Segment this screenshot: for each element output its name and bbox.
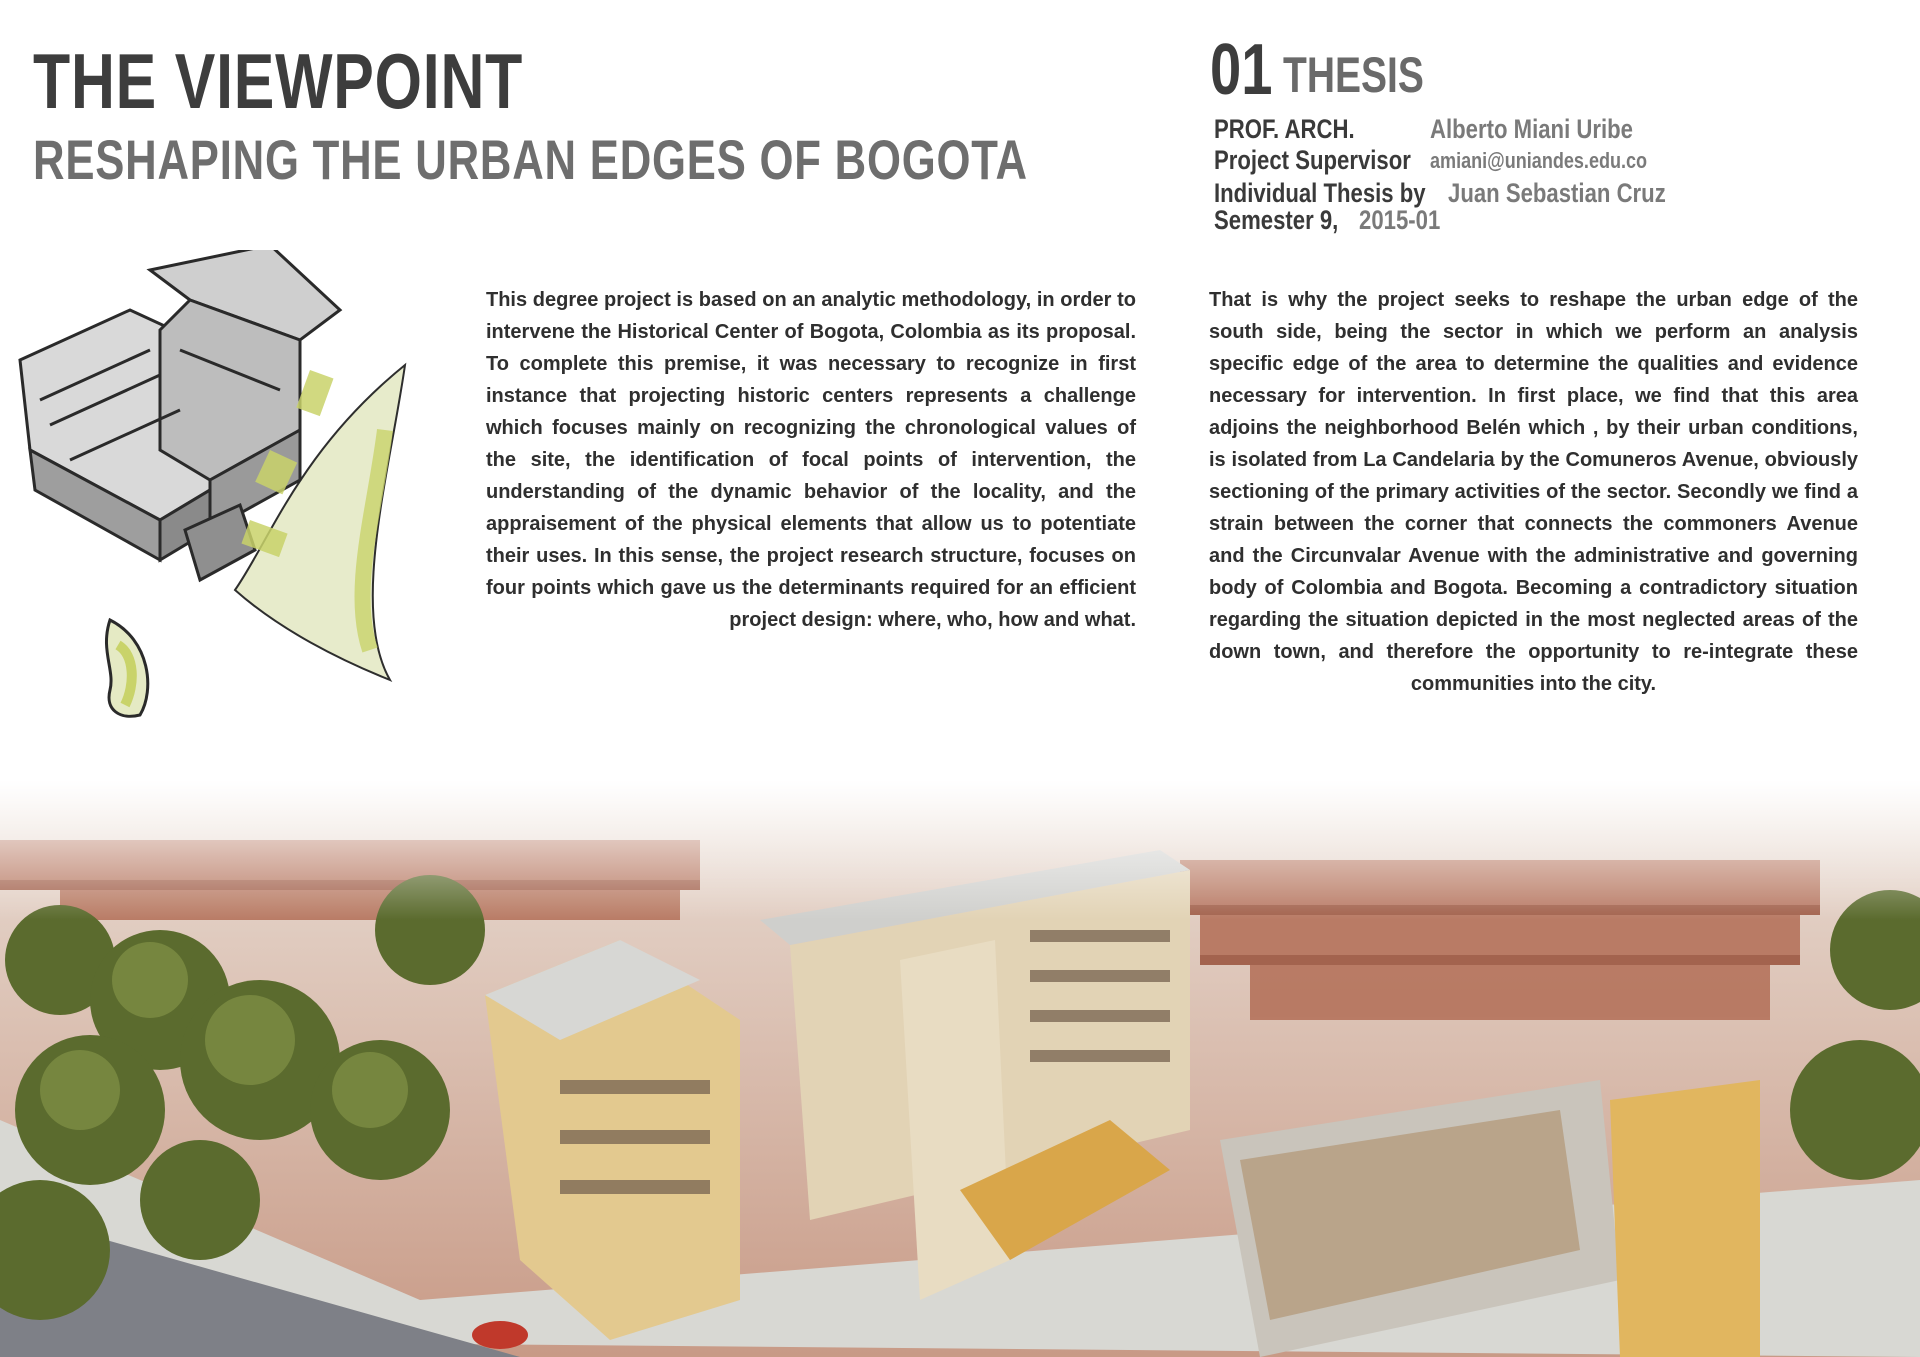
page-subtitle: RESHAPING THE URBAN EDGES OF BOGOTA xyxy=(33,128,1028,191)
section-name: THESIS xyxy=(1283,47,1424,103)
thesis-label: Individual Thesis by xyxy=(1214,178,1426,208)
thesis-author: Juan Sebastian Cruz xyxy=(1448,178,1666,208)
semester-label: Semester 9, xyxy=(1214,205,1339,235)
supervisor-email: amiani@uniandes.edu.co xyxy=(1430,148,1648,173)
prof-label: PROF. ARCH. xyxy=(1214,114,1355,144)
semester-value: 2015-01 xyxy=(1359,205,1441,235)
context-paragraph: That is why the project seeks to reshape the urban edge of the south side, being the sector in which we perform an analysis specific edge of the area to determine the qualities and evidence necessary for intervention. In first place, we find that this area adjoins the neighborhood Belén which , by their urban conditions, is isolated from La Candelaria by the Comuneros Avenue, obviously sectioning of the primary activities of the sector. Secondly we find a strain between the corner that connects the commoners Avenue and the Circunvalar Avenue with the administrative and governing body of Colombia and Bogota. Becoming a contradictory situation regarding the situation depicted in the most neglected areas of the down town, and therefore the opportunity to re-integrate these communities into the city. xyxy=(1209,289,1858,695)
supervisor-label: Project Supervisor xyxy=(1214,145,1411,175)
render-top-fade xyxy=(0,780,1920,920)
section-number: 01 xyxy=(1210,30,1273,110)
page-title: THE VIEWPOINT xyxy=(33,37,524,125)
prof-name: Alberto Miani Uribe xyxy=(1430,114,1633,144)
axonometric-sketch xyxy=(10,250,450,720)
intro-paragraph: This degree project is based on an analytic methodology, in order to intervene the Historical Center of Bogota, Colombia as its proposal. To complete this premise, it was necessary to recognize in first instance that projecting historic centers represents a challenge which focuses mainly on recognizing the chronological values of the site, the identification of focal points of intervention, the understanding of the dynamic behavior of the locality, and the appraisement of the physical elements that allow us to potentiate their uses. In this sense, the project research structure, focuses on four points which gave us the determinants required for an efficient project design: where, who, how and what. xyxy=(486,289,1136,631)
